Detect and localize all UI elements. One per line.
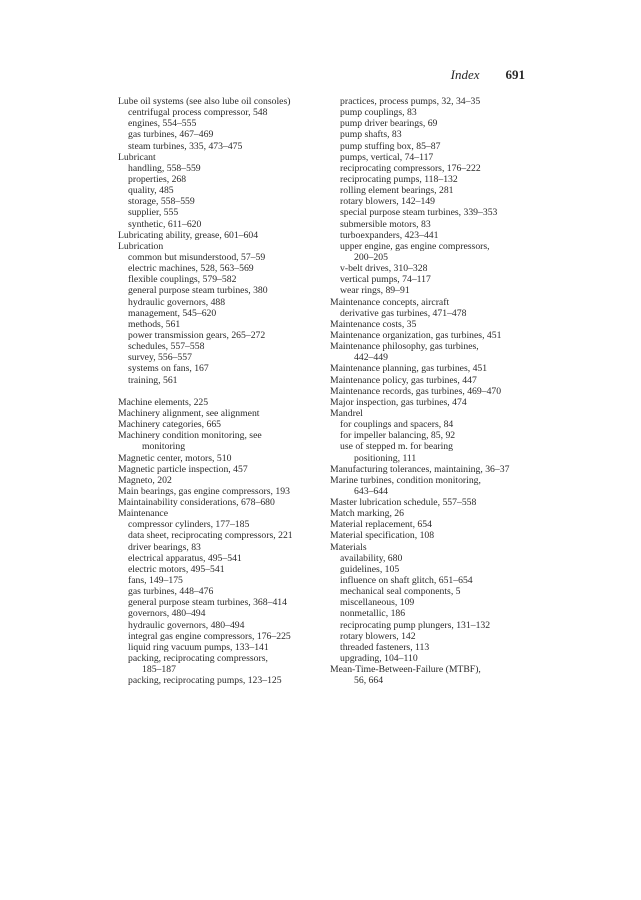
index-subentry: hydraulic governors, 488 <box>128 296 226 308</box>
index-subentry: for impeller balancing, 85, 92 <box>340 430 456 442</box>
index-entry: Magnetic center, motors, 510 <box>118 452 232 464</box>
index-subentry: general purpose steam turbines, 368–414 <box>128 597 287 609</box>
index-subentry: systems on fans, 167 <box>128 363 209 375</box>
index-subentry: availability, 680 <box>340 552 403 564</box>
index-continuation: 643–644 <box>354 485 388 497</box>
index-continuation: monitoring <box>142 441 186 453</box>
index-subentry: pump stuffing box, 85–87 <box>340 140 441 152</box>
index-continuation: 442–449 <box>354 352 388 364</box>
index-subentry: electric motors, 495–541 <box>128 563 225 575</box>
index-subentry: guidelines, 105 <box>340 563 400 575</box>
index-subentry: centrifugal process compressor, 548 <box>128 107 268 119</box>
index-entry: Magneto, 202 <box>118 474 172 486</box>
index-column-left <box>118 96 323 686</box>
index-subentry: submersible motors, 83 <box>340 218 431 230</box>
index-entry: Mandrel <box>330 407 363 419</box>
index-subentry: methods, 561 <box>128 318 181 330</box>
index-entry: Materials <box>330 541 367 553</box>
index-subentry: upper engine, gas engine compressors, <box>340 240 490 252</box>
index-entry: Machinery alignment, see alignment <box>118 407 260 419</box>
index-subentry: pump couplings, 83 <box>340 107 417 119</box>
index-subentry: reciprocating compressors, 176–222 <box>340 162 481 174</box>
running-header <box>451 67 525 83</box>
index-subentry: influence on shaft glitch, 651–654 <box>340 575 473 587</box>
index-continuation: positioning, 111 <box>354 452 417 464</box>
index-subentry: properties, 268 <box>128 173 187 185</box>
index-subentry: packing, reciprocating pumps, 123–125 <box>128 675 282 687</box>
index-entry: Machine elements, 225 <box>118 396 209 408</box>
index-subentry: flexible couplings, 579–582 <box>128 274 237 286</box>
index-subentry: threaded fasteners, 113 <box>340 641 430 653</box>
index-subentry: management, 545–620 <box>128 307 217 319</box>
index-entry: Maintenance costs, 35 <box>330 318 417 330</box>
index-entry: Maintenance <box>118 508 169 520</box>
index-subentry: pump driver bearings, 69 <box>340 118 438 130</box>
index-subentry: derivative gas turbines, 471–478 <box>340 307 467 319</box>
index-subentry: reciprocating pumps, 118–132 <box>340 173 458 185</box>
index-entry: Major inspection, gas turbines, 474 <box>330 396 467 408</box>
index-subentry: hydraulic governors, 480–494 <box>128 619 245 631</box>
index-subentry: general purpose steam turbines, 380 <box>128 285 268 297</box>
index-subentry: electrical apparatus, 495–541 <box>128 552 242 564</box>
index-column-right <box>330 96 535 686</box>
index-entry: Lube oil systems (see also lube oil consoles) <box>118 96 291 107</box>
index-subentry: survey, 556–557 <box>128 352 192 364</box>
index-subentry: liquid ring vacuum pumps, 133–141 <box>128 641 269 653</box>
index-subentry: miscellaneous, 109 <box>340 597 415 609</box>
index-subentry: v-belt drives, 310–328 <box>340 263 428 275</box>
index-entry: Magnetic particle inspection, 457 <box>118 463 248 475</box>
index-subentry: engines, 554–555 <box>128 118 197 130</box>
index-entry: Main bearings, gas engine compressors, 193 <box>118 485 290 497</box>
index-subentry: reciprocating pump plungers, 131–132 <box>340 619 491 631</box>
index-subentry: rolling element bearings, 281 <box>340 185 454 197</box>
index-entry: Maintenance policy, gas turbines, 447 <box>330 374 477 386</box>
index-subentry: gas turbines, 448–476 <box>128 586 214 598</box>
index-subentry: use of stepped m. for bearing <box>340 441 453 453</box>
index-subentry: rotary blowers, 142–149 <box>340 196 435 208</box>
index-subentry: training, 561 <box>128 374 178 386</box>
index-subentry: data sheet, reciprocating compressors, 221 <box>128 530 293 542</box>
index-subentry: steam turbines, 335, 473–475 <box>128 140 243 152</box>
header-section-label: Index <box>450 67 480 82</box>
index-subentry: upgrading, 104–110 <box>340 653 418 665</box>
index-entry: Machinery condition monitoring, see <box>118 430 262 442</box>
index-subentry: turboexpanders, 423–441 <box>340 229 439 241</box>
index-subentry: electric machines, 528, 563–569 <box>128 263 254 275</box>
index-subentry: fans, 149–175 <box>128 575 183 587</box>
index-subentry: practices, process pumps, 32, 34–35 <box>340 96 481 107</box>
index-subentry: wear rings, 89–91 <box>340 285 410 297</box>
index-spacer <box>118 386 323 397</box>
index-subentry: common but misunderstood, 57–59 <box>128 251 266 263</box>
index-entry: Material specification, 108 <box>330 530 435 542</box>
index-entry: Marine turbines, condition monitoring, <box>330 474 481 486</box>
index-entry: Maintainability considerations, 678–680 <box>118 497 275 509</box>
index-subentry: vertical pumps, 74–117 <box>340 274 431 286</box>
index-entry: Maintenance planning, gas turbines, 451 <box>330 363 488 375</box>
index-entry: Maintenance organization, gas turbines, 451 <box>330 329 502 341</box>
index-subentry: nonmetallic, 186 <box>340 608 406 620</box>
index-entry: Lubricant <box>118 151 156 163</box>
index-subentry: pump shafts, 83 <box>340 129 402 141</box>
index-subentry: special purpose steam turbines, 339–353 <box>340 207 498 219</box>
index-subentry: handling, 558–559 <box>128 162 201 174</box>
index-continuation: 56, 664 <box>354 675 384 687</box>
index-subentry: storage, 558–559 <box>128 196 195 208</box>
index-entry: Machinery categories, 665 <box>118 419 222 431</box>
index-entry: Maintenance concepts, aircraft <box>330 296 450 308</box>
index-subentry: mechanical seal components, 5 <box>340 586 461 598</box>
index-subentry: supplier, 555 <box>128 207 179 219</box>
index-subentry: schedules, 557–558 <box>128 341 205 353</box>
index-entry: Material replacement, 654 <box>330 519 432 531</box>
index-subentry: quality, 485 <box>128 185 174 197</box>
index-continuation: 185–187 <box>142 664 176 676</box>
index-subentry: gas turbines, 467–469 <box>128 129 214 141</box>
index-subentry: synthetic, 611–620 <box>128 218 202 230</box>
index-entry: Lubrication <box>118 240 164 252</box>
index-subentry: packing, reciprocating compressors, <box>128 653 268 665</box>
index-entry: Match marking, 26 <box>330 508 404 520</box>
index-entry: Maintenance philosophy, gas turbines, <box>330 341 479 353</box>
index-subentry: rotary blowers, 142 <box>340 630 416 642</box>
index-subentry: governors, 480–494 <box>128 608 206 620</box>
index-subentry: for couplings and spacers, 84 <box>340 419 454 431</box>
index-entry: Lubricating ability, grease, 601–604 <box>118 229 259 241</box>
index-continuation: 200–205 <box>354 251 388 263</box>
index-subentry: pumps, vertical, 74–117 <box>340 151 434 163</box>
index-entry: Mean-Time-Between-Failure (MTBF), <box>330 664 481 676</box>
index-subentry: driver bearings, 83 <box>128 541 201 553</box>
index-entry: Maintenance records, gas turbines, 469–470 <box>330 385 502 397</box>
index-subentry: integral gas engine compressors, 176–225 <box>128 630 291 642</box>
page-number: 691 <box>505 67 525 82</box>
index-subentry: compressor cylinders, 177–185 <box>128 519 250 531</box>
index-subentry: power transmission gears, 265–272 <box>128 329 266 341</box>
index-entry: Master lubrication schedule, 557–558 <box>330 497 477 509</box>
index-entry: Manufacturing tolerances, maintaining, 36–37 <box>330 463 510 475</box>
